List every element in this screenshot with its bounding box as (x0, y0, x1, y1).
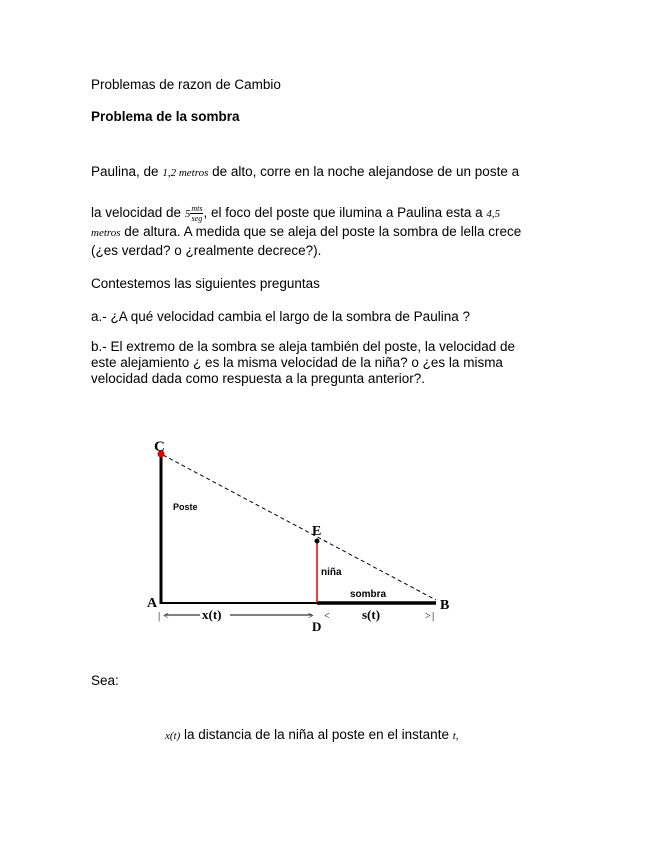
label-s: s(t) (362, 607, 381, 622)
label-d: D (312, 619, 322, 634)
intro-text: de altura. A medida que se aleja del poste la sombra de lella crece (120, 224, 522, 239)
intro-text: la velocidad de (91, 205, 185, 221)
problem-title: Problema de la sombra (91, 109, 240, 124)
label-a: A (147, 596, 158, 611)
dim-x-arrowhead-right: > (308, 611, 314, 622)
label-c: C (154, 439, 165, 455)
label-poste: Poste (173, 502, 198, 512)
question-b-line: este alejamiento ¿ es la misma velocidad de la niña? o ¿es la misma (91, 355, 503, 370)
dim-s-arrowhead-left: < (324, 611, 330, 622)
def-text: la distancia de la niña al poste en el instante (180, 727, 453, 742)
sea-label: Sea: (91, 673, 119, 688)
dim-x-left-bar: | (158, 610, 161, 622)
question-b-line: velocidad dada como respuesta a la pregunta anterior?. (91, 371, 425, 386)
light-ray (163, 455, 436, 600)
pole-height-math: 4,5 (486, 208, 501, 221)
speed-numerator: mts (191, 204, 203, 213)
def-t: t, (452, 730, 459, 742)
label-e: E (312, 524, 322, 539)
label-x: x(t) (202, 607, 222, 622)
def-math: x(t) (165, 730, 181, 742)
speed-coefficient: 5 (184, 208, 191, 221)
definition-line (165, 727, 459, 744)
intro-text: de alto, corre en la noche alejandose de un poste a (208, 164, 520, 179)
question-b-line: b.- El extremo de la sombra se aleja también del poste, la velocidad de (91, 339, 515, 354)
intro-text: Paulina, de (91, 164, 163, 179)
label-b: B (440, 598, 450, 613)
dim-s-right-bar: | (432, 610, 435, 622)
point-e (315, 539, 320, 544)
question-a: a.- ¿A qué velocidad cambia el largo de la sombra de Paulina ? (91, 309, 470, 324)
height-math: 1,2 metros (162, 167, 209, 179)
intro-line-4: (¿es verdad? o ¿realmente decrece?). (91, 243, 322, 258)
dim-s-arrowhead-right: > (425, 611, 431, 622)
label-nina: niña (321, 567, 342, 578)
intro-text: , el foco del poste que ilumina a Paulina esta a (203, 205, 487, 221)
speed-denominator: seg (191, 214, 203, 223)
prompt-text: Contestemos las siguientes preguntas (91, 276, 320, 291)
doc-heading: Problemas de razon de Cambio (91, 77, 281, 92)
label-sombra: sombra (350, 589, 387, 600)
units-math: metros (91, 227, 121, 239)
dim-x-arrowhead-left: < (163, 611, 169, 622)
